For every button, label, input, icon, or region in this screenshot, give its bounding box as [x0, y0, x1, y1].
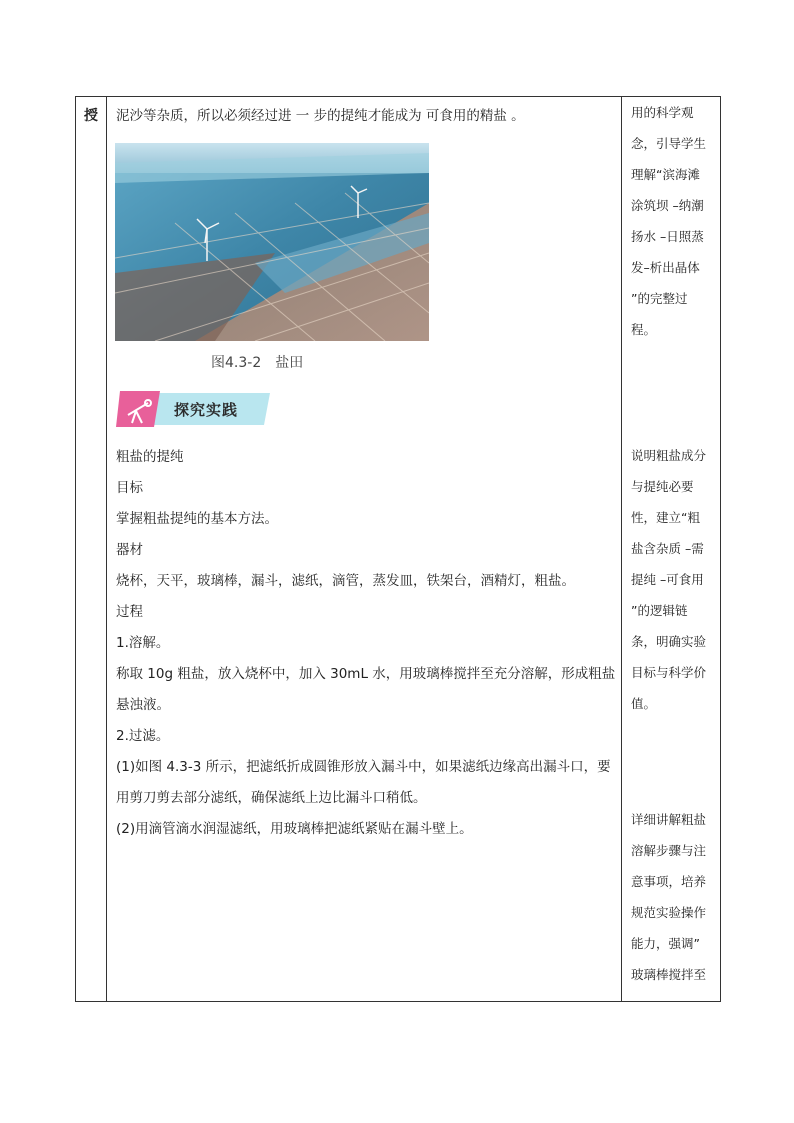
equipment-heading: 器材 [116, 542, 143, 558]
note-line: 性，建立“粗 [631, 510, 700, 525]
note-line: 意事项，培养 [631, 874, 707, 889]
note-line: ”的完整过 [631, 291, 688, 306]
note-line: ”的逻辑链 [631, 603, 688, 618]
note-line: 扬水 –日照蒸 [631, 229, 704, 244]
step-2-2-text: (2)用滴管滴水润湿滤纸，用玻璃棒把滤纸紧贴在漏斗壁上。 [116, 821, 473, 837]
step-2-1-text-cont: 用剪刀剪去部分滤纸，确保滤纸上边比漏斗口稍低。 [116, 790, 427, 806]
inquiry-banner [116, 387, 270, 431]
step-1-heading: 1.溶解。 [116, 635, 170, 651]
content-column [107, 97, 622, 1002]
note-block-3 [631, 804, 717, 990]
note-line: 溶解步骤与注 [631, 843, 707, 858]
note-line: 目标与科学价 [631, 665, 707, 680]
lesson-table [75, 96, 721, 1002]
note-block-1 [631, 97, 717, 345]
note-line: 念，引导学生 [631, 136, 707, 151]
label-column [76, 97, 107, 1002]
intro-text: 泥沙等杂质，所以必须经过进 一 步的提纯才能成为 可食用的精盐 。 [116, 108, 525, 124]
note-line: 条，明确实验 [631, 634, 707, 649]
notes-column [622, 97, 721, 1002]
note-block-2 [631, 440, 717, 719]
note-line: 能力，强调” [631, 936, 700, 951]
note-line: 发–析出晶体 [631, 260, 700, 275]
banner-label: 探究实践 [174, 401, 239, 419]
note-line: 程。 [631, 322, 657, 337]
note-line: 与提纯必要 [631, 479, 694, 494]
step-1-text: 称取 10g 粗盐，放入烧杯中，加入 30mL 水，用玻璃棒搅拌至充分溶解，形成粗盐 [116, 666, 616, 682]
equipment-text: 烧杯，天平，玻璃棒，漏斗，滤纸，滴管，蒸发皿，铁架台，酒精灯，粗盐。 [116, 573, 575, 589]
section-label: 授 [84, 108, 98, 124]
note-line: 盐含杂质 –需 [631, 541, 704, 556]
step-1-text-cont: 悬浊液。 [116, 697, 170, 713]
note-line: 值。 [631, 696, 657, 711]
experiment-title: 粗盐的提纯 [116, 449, 184, 465]
experiment-text [116, 442, 616, 845]
note-line: 规范实验操作 [631, 905, 707, 920]
goal-heading: 目标 [116, 480, 143, 496]
step-2-1-text: (1)如图 4.3-3 所示，把滤纸折成圆锥形放入漏斗中，如果滤纸边缘高出漏斗口，要 [116, 759, 611, 775]
process-heading: 过程 [116, 604, 143, 620]
note-line: 详细讲解粗盐 [631, 812, 707, 827]
note-line: 涂筑坝 –纳潮 [631, 198, 704, 213]
note-line: 理解“滨海滩 [631, 167, 700, 182]
goal-text: 掌握粗盐提纯的基本方法。 [116, 511, 278, 527]
salt-field-photo [115, 143, 429, 341]
note-line: 提纯 –可食用 [631, 572, 704, 587]
figure-caption: 图4.3-2 盐田 [211, 355, 304, 371]
step-2-heading: 2.过滤。 [116, 728, 170, 744]
note-line: 用的科学观 [631, 105, 694, 120]
note-line: 玻璃棒搅拌至 [631, 967, 707, 982]
note-line: 说明粗盐成分 [631, 448, 707, 463]
